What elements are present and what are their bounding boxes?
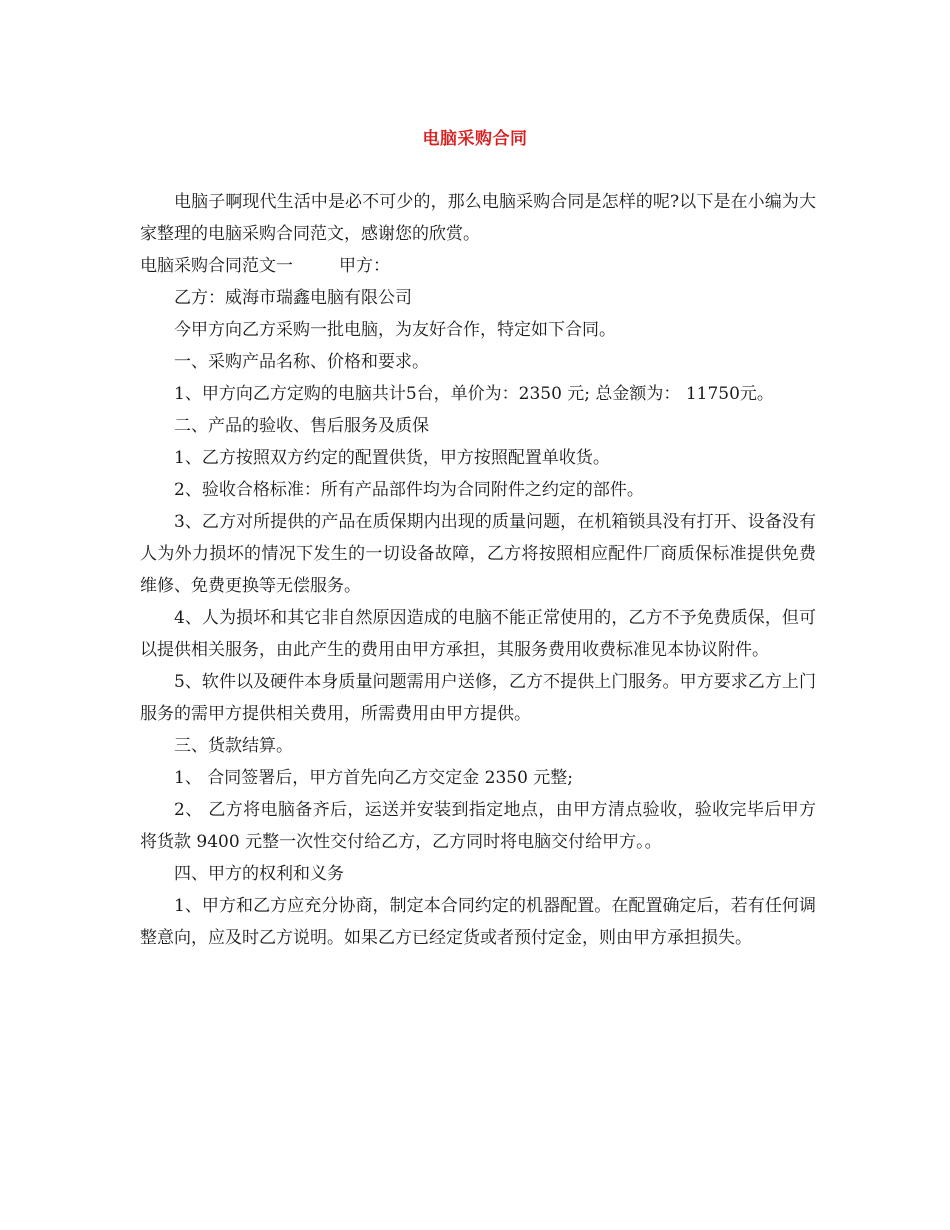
section-2-item-3: 3、乙方对所提供的产品在质保期内出现的质量问题，在机箱锁具没有打开、设备没有人为外力损坏的情况下发生的一切设备故障，乙方将按照相应配件厂商质保标准提供免费维修、免费更换等无偿服务。 <box>140 512 816 596</box>
section-1-item-1: 1、甲方向乙方定购的电脑共计5台，单价为：2350 元; 总金额为： 11750元。 <box>174 384 774 404</box>
section-2-title: 二、产品的验收、售后服务及质保 <box>174 416 429 436</box>
document-title: 电脑采购合同 <box>422 129 528 149</box>
sample-heading-line <box>140 250 816 282</box>
section-3-title: 三、货款结算。 <box>174 736 293 756</box>
intro-paragraph: 电脑子啊现代生活中是必不可少的，那么电脑采购合同是怎样的呢?以下是在小编为大家整理的电脑采购合同范文，感谢您的欣赏。 <box>140 192 816 244</box>
section-1-title: 一、采购产品名称、价格和要求。 <box>174 352 429 372</box>
sample-heading: 电脑采购合同范文一 <box>140 256 293 276</box>
section-2-item-1: 1、乙方按照双方约定的配置供货，甲方按照配置单收货。 <box>174 448 610 468</box>
section-2-item-4: 4、人为损坏和其它非自然原因造成的电脑不能正常使用的，乙方不予免费质保，但可以提供相关服务，由此产生的费用由甲方承担，其服务费用收费标准见本协议附件。 <box>140 608 816 660</box>
section-3-item-2: 2、 乙方将电脑备齐后，运送并安装到指定地点，由甲方清点验收，验收完毕后甲方将货款 9400 元整一次性交付给乙方，乙方同时将电脑交付给甲方。。 <box>140 800 816 852</box>
section-2-item-2: 2、验收合格标准：所有产品部件均为合同附件之约定的部件。 <box>174 480 644 500</box>
preamble: 今甲方向乙方采购一批电脑，为友好合作，特定如下合同。 <box>174 320 616 340</box>
section-2-item-5: 5、软件以及硬件本身质量问题需用户送修，乙方不提供上门服务。甲方要求乙方上门服务的需甲方提供相关费用，所需费用由甲方提供。 <box>140 672 816 724</box>
party-b: 乙方：威海市瑞鑫电脑有限公司 <box>174 288 412 308</box>
section-4-item-1: 1、甲方和乙方应充分协商，制定本合同约定的机器配置。在配置确定后，若有任何调整意向，应及时乙方说明。如果乙方已经定货或者预付定金，则由甲方承担损失。 <box>140 896 816 948</box>
document-body <box>140 186 816 954</box>
party-a-label: 甲方： <box>339 256 390 276</box>
section-3-item-1: 1、 合同签署后，甲方首先向乙方交定金 2350 元整; <box>174 768 574 788</box>
section-4-title: 四、甲方的权利和义务 <box>174 864 344 884</box>
